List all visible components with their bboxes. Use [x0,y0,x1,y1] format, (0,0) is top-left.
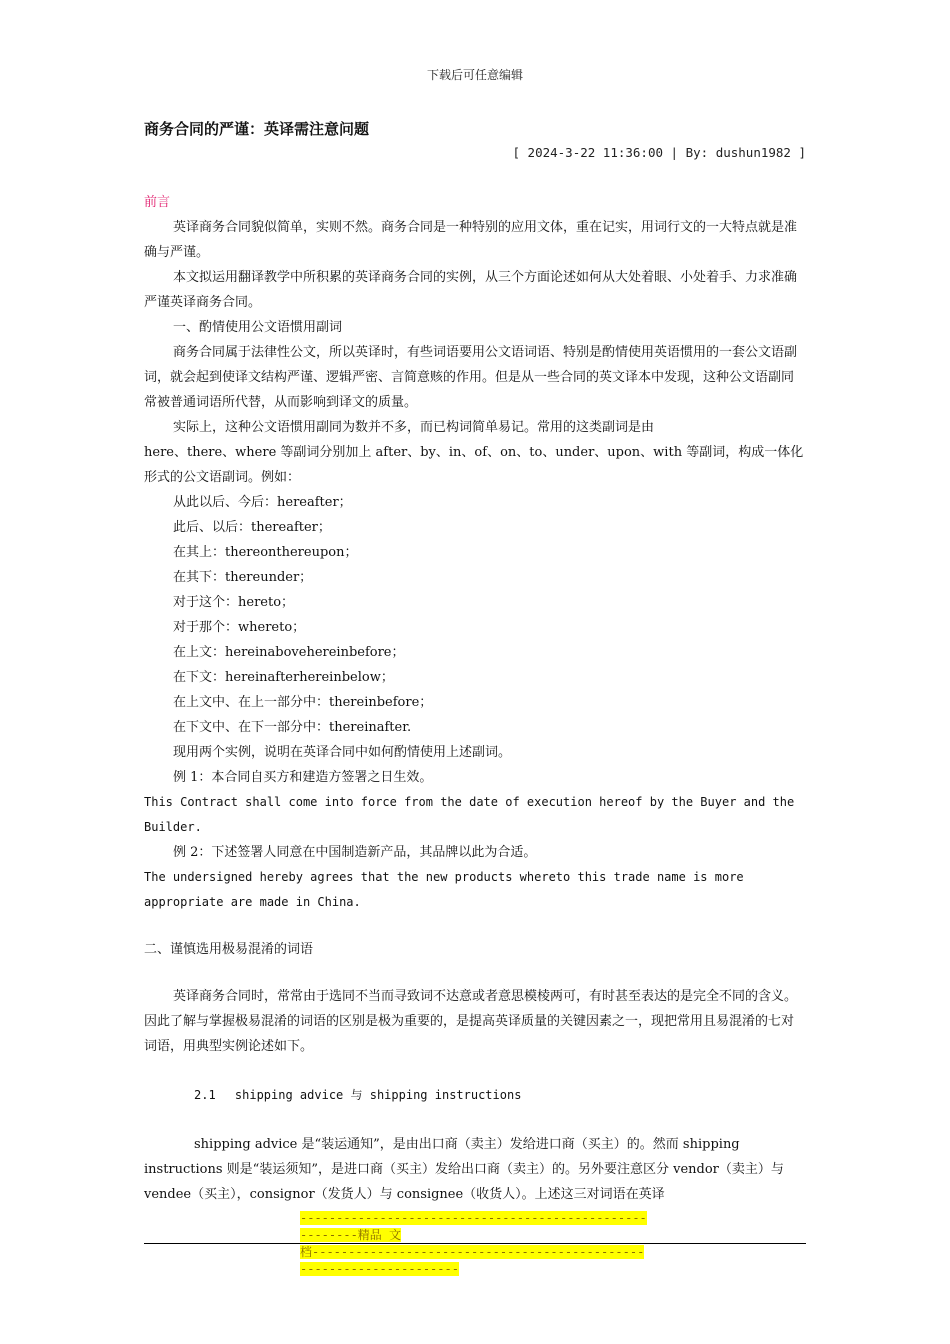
paragraph: 英译商务合同貌似简单，实则不然。商务合同是一种特别的应用文体，重在记实，用词行文的一大特点就是准确与严谨。 [144,220,798,260]
list-item: 对于那个：whereto； [173,620,306,635]
section-heading-1: 一、酌情使用公文语惯用副词 [173,320,343,335]
example-1-english: This Contract shall come into force from the date of execution hereof by the Buyer and the Builder. [144,795,795,834]
paragraph: shipping advice 是“装运通知”，是由出口商（卖主）发给进口商（买主）的。然而 shipping instructions 则是“装运须知”，是进口商（买主）发给出口商（卖主）的。另外要注意区分 vendor（卖主）与 vendee（买主），consignor（发货人）与 consignee（收货人）。上述这三对词语在英译 [144,1137,784,1202]
paragraph: 现用两个实例，说明在英译合同中如何酌情使用上述副词。 [173,745,512,760]
list-item: 在其下：thereunder； [173,570,313,585]
list-item: 在上文：hereinabovehereinbefore； [173,645,405,660]
paragraph: 商务合同属于法律性公文，所以英译时，有些词语要用公文语词语、特别是酌情使用英语惯用的一套公文语副词，就会起到使译文结构严谨、逻辑严密、言简意赅的作用。但是从一些合同的英文译本中发现，这种公文语副同常被普通词语所代替，从而影响到译文的质量。 [144,345,798,410]
footer-rule [144,1243,806,1244]
list-item: 此后、以后：thereafter； [173,520,331,535]
list-item: 在其上：thereonthereupon； [173,545,358,560]
preface-heading: 前言 [144,195,171,210]
article-meta: [ 2024-3-22 11:36:00 | By: dushun1982 ] [512,145,806,160]
list-item: 从此以后、今后：hereafter； [173,495,352,510]
paragraph: 实际上，这种公文语惯用副同为数并不多，而已构词简单易记。常用的这类副词是由 [173,420,655,435]
list-item: 在上文中、在上一部分中：thereinbefore； [173,695,433,710]
section-heading-2: 二、谨慎选用极易混淆的词语 [144,942,314,957]
paragraph: 本文拟运用翻译教学中所积累的英译商务合同的实例，从三个方面论述如何从大处着眼、小处着手、力求准确严谨英译商务合同。 [144,270,798,310]
footer-watermark-band [300,1210,650,1278]
paragraph: 英译商务合同时，常常由于选同不当而寻致词不达意或者意思模棱两可，有时甚至表达的是完全不同的含义。因此了解与掌握极易混淆的词语的区别是极为重要的，是提高英译质量的关键因素之一，现把常用且易混淆的七对词语，用典型实例论述如下。 [144,989,798,1054]
page-header-note: 下载后可任意编辑 [426,68,523,82]
footer-line-2: 档-------------------------------------------------------------------- [300,1245,645,1276]
article-title: 商务合同的严谨：英译需注意问题 [144,120,370,138]
example-2-chinese: 例 2：下述签署人同意在中国制造新产品，其品牌以此为合适。 [173,845,537,860]
list-item: 在下文：hereinafterhereinbelow； [173,670,394,685]
list-item: 对于这个：hereto； [173,595,295,610]
example-1-chinese: 例 1：本合同自买方和建造方签署之日生效。 [173,770,433,785]
footer-line-1: --------------------------------------------------------精品 文 [300,1211,647,1242]
subsection-heading-2-1: 2.1 shipping advice 与 shipping instructions [194,1088,522,1102]
list-item: 在下文中、在下一部分中：thereinafter. [173,720,412,735]
paragraph: here、there、where 等副词分别加上 after、by、in、of、on、to、under、upon、with 等副词，构成一体化形式的公文语副词。例如： [144,445,804,485]
example-2-english: The undersigned hereby agrees that the new products whereto this trade name is more appropriate are made in China. [144,870,744,909]
article-body [144,190,806,1207]
